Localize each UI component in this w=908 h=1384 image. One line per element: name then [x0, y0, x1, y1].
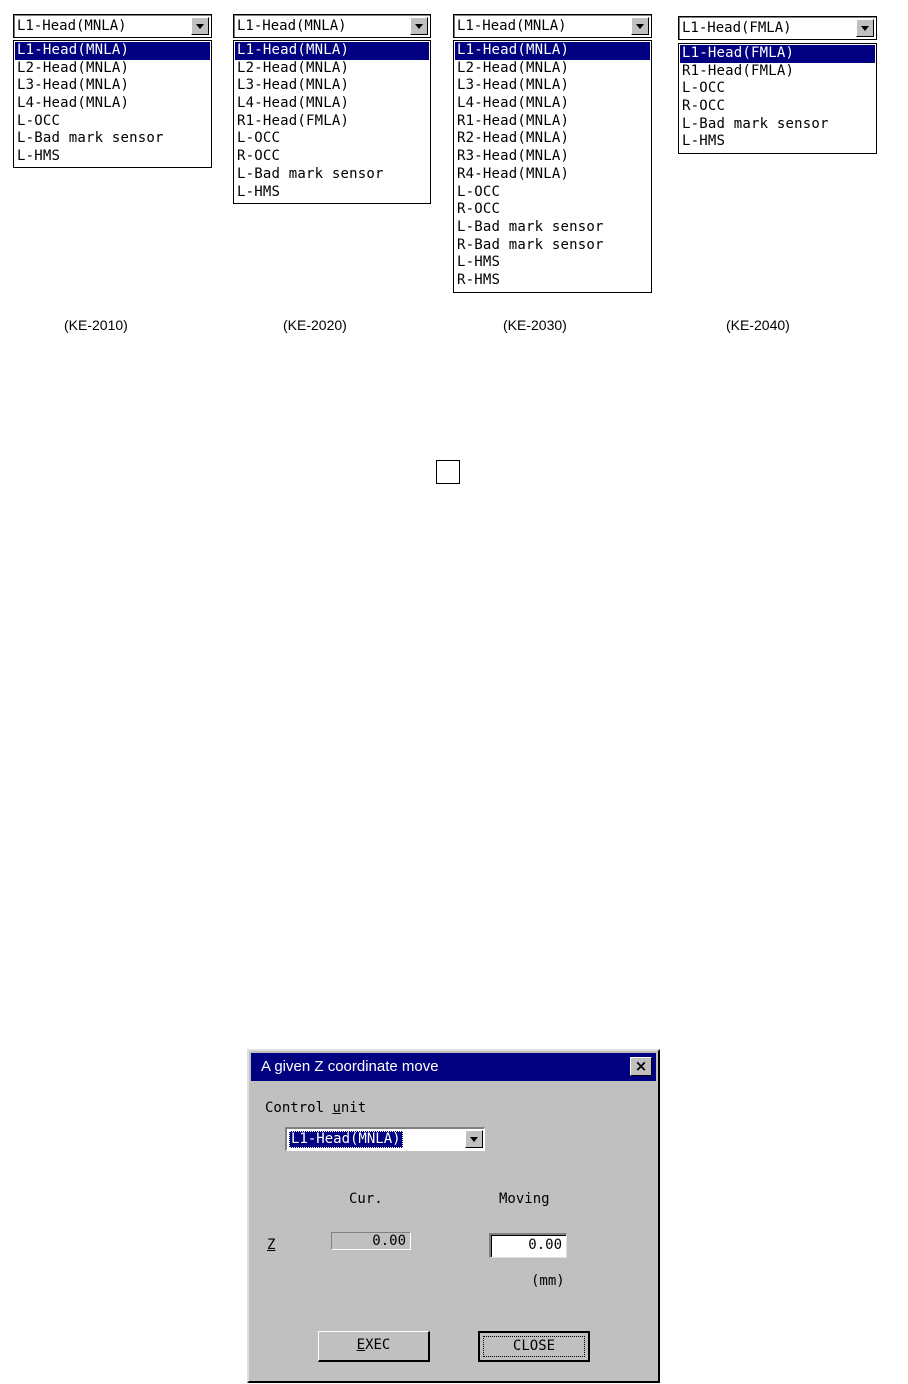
combo-ke2030[interactable] — [453, 14, 652, 38]
list-item[interactable]: L4-Head(MNLA) — [17, 95, 130, 112]
list-item[interactable]: R1-Head(FMLA) — [682, 62, 795, 79]
list-item[interactable]: R-Bad mark sensor — [457, 236, 604, 253]
list-item[interactable]: R1-Head(FMLA) — [237, 112, 350, 129]
combo-ke2040-list — [678, 43, 877, 154]
combo-ke2040-value: L1-Head(FMLA) — [682, 20, 792, 36]
list-item[interactable]: L4-Head(MNLA) — [457, 95, 570, 112]
chevron-down-icon[interactable] — [465, 1130, 483, 1148]
list-item[interactable]: L-Bad mark sensor — [237, 165, 384, 182]
empty-checkbox — [436, 460, 460, 484]
list-item[interactable]: R1-Head(MNLA) — [457, 112, 570, 129]
list-item[interactable]: L2-Head(MNLA) — [17, 59, 130, 76]
combo-ke2040[interactable] — [678, 16, 877, 40]
combo-ke2010[interactable] — [13, 14, 212, 38]
list-item[interactable]: L2-Head(MNLA) — [457, 59, 570, 76]
moving-z-input[interactable]: 0.00 — [489, 1233, 567, 1258]
list-item[interactable]: L1-Head(MNLA) — [455, 42, 650, 60]
control-unit-label: Control unit — [265, 1100, 367, 1116]
list-item[interactable]: R-OCC — [237, 148, 281, 165]
z-label: Z — [267, 1237, 276, 1253]
caption-ke2030: (KE-2030) — [503, 317, 567, 333]
chevron-down-icon[interactable] — [856, 19, 874, 37]
list-item[interactable]: L-OCC — [237, 130, 281, 147]
dialog-title: A given Z coordinate move — [261, 1058, 439, 1075]
list-item[interactable]: L3-Head(MNLA) — [237, 77, 350, 94]
list-item[interactable]: R-HMS — [457, 271, 501, 288]
list-item[interactable]: R4-Head(MNLA) — [457, 165, 570, 182]
list-item[interactable]: L-Bad mark sensor — [682, 115, 829, 132]
list-item[interactable]: L-Bad mark sensor — [17, 130, 164, 147]
list-item[interactable]: L-OCC — [457, 183, 501, 200]
list-item[interactable]: R-OCC — [682, 98, 726, 115]
z-move-dialog — [247, 1049, 660, 1383]
list-item[interactable]: R3-Head(MNLA) — [457, 148, 570, 165]
combo-ke2010-value: L1-Head(MNLA) — [17, 18, 127, 34]
close-icon[interactable]: × — [630, 1057, 652, 1076]
combo-ke2030-list — [453, 40, 652, 293]
list-item[interactable]: R2-Head(MNLA) — [457, 130, 570, 147]
combo-ke2020-list — [233, 40, 431, 204]
dialog-titlebar[interactable] — [251, 1053, 656, 1081]
combo-ke2020[interactable] — [233, 14, 431, 38]
list-item[interactable]: L-Bad mark sensor — [457, 218, 604, 235]
list-item[interactable]: L1-Head(MNLA) — [235, 42, 429, 60]
cur-header: Cur. — [349, 1191, 383, 1207]
combo-ke2020-value: L1-Head(MNLA) — [237, 18, 347, 34]
combo-ke2030-value: L1-Head(MNLA) — [457, 18, 567, 34]
current-z-value: 0.00 — [331, 1232, 411, 1250]
exec-button[interactable]: EXEC — [318, 1331, 430, 1362]
caption-ke2010: (KE-2010) — [64, 317, 128, 333]
list-item[interactable]: L3-Head(MNLA) — [457, 77, 570, 94]
chevron-down-icon[interactable] — [631, 17, 649, 35]
control-unit-select[interactable] — [285, 1127, 485, 1151]
chevron-down-icon[interactable] — [191, 17, 209, 35]
list-item[interactable]: L1-Head(MNLA) — [15, 42, 210, 60]
moving-header: Moving — [499, 1191, 550, 1207]
unit-label: (mm) — [531, 1273, 565, 1289]
chevron-down-icon[interactable] — [410, 17, 428, 35]
caption-ke2020: (KE-2020) — [283, 317, 347, 333]
list-item[interactable]: L-OCC — [682, 80, 726, 97]
caption-ke2040: (KE-2040) — [726, 317, 790, 333]
combo-ke2010-list — [13, 40, 212, 168]
list-item[interactable]: L-HMS — [457, 254, 501, 271]
list-item[interactable]: L-HMS — [237, 183, 281, 200]
list-item[interactable]: L-OCC — [17, 112, 61, 129]
list-item[interactable]: R-OCC — [457, 201, 501, 218]
list-item[interactable]: L-HMS — [682, 133, 726, 150]
list-item[interactable]: L2-Head(MNLA) — [237, 59, 350, 76]
control-unit-value: L1-Head(MNLA) — [291, 1131, 401, 1147]
list-item[interactable]: L3-Head(MNLA) — [17, 77, 130, 94]
list-item[interactable]: L1-Head(FMLA) — [680, 45, 875, 63]
close-button[interactable]: CLOSE — [478, 1331, 590, 1362]
list-item[interactable]: L-HMS — [17, 148, 61, 165]
list-item[interactable]: L4-Head(MNLA) — [237, 95, 350, 112]
